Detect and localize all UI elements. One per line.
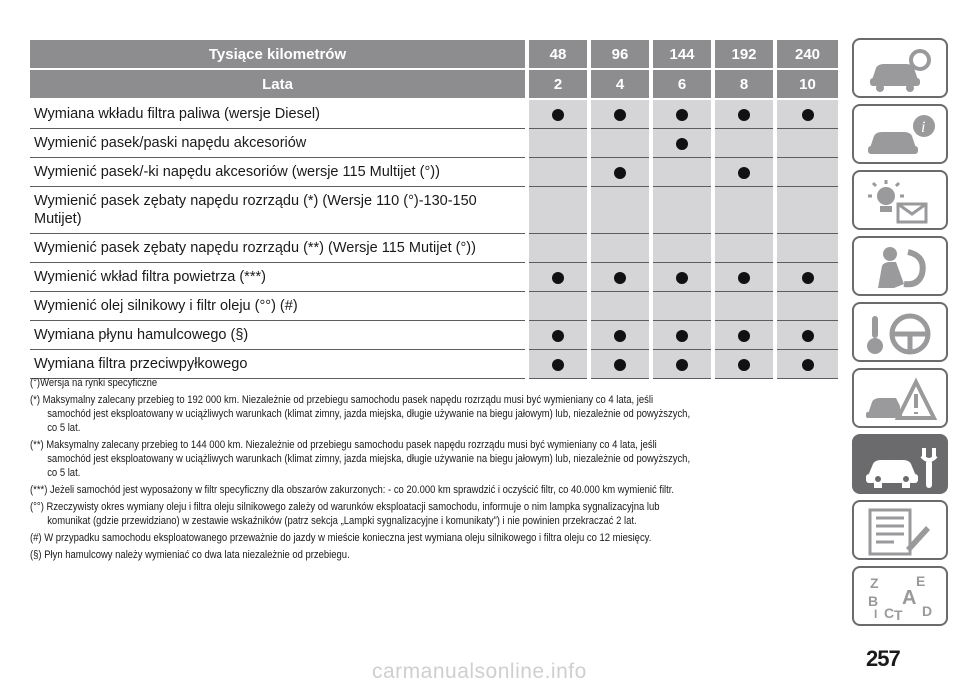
footnote: (***) Jeżeli samochód jest wyposażony w filtr specyficzny dla obszarów zakurzonych: - co 20.000 km sprawdzić i oczyścić filtr, co 40.000 km wymienić filtr. [30,484,675,496]
footnote: (°)Wersja na rynki specyficzne [30,377,158,389]
interval-cell [527,187,589,234]
header-row-km [30,40,838,69]
schedule-row [30,292,838,321]
interval-cell [527,292,589,321]
airbag-seatbelt-icon [864,244,940,292]
index-letter: E [916,574,926,589]
service-item-label: Wymiana wkładu filtra paliwa (wersje Diesel) [30,99,527,129]
interval-cell [713,158,775,187]
interval-cell [651,129,713,158]
tab-service-maintenance[interactable] [852,434,948,494]
car-service-wrench-icon [864,442,940,490]
schedule-row [30,158,838,187]
index-letter: D [922,603,933,619]
header-year-cell: 10 [775,69,838,99]
interval-cell [713,321,775,350]
schedule-row [30,321,838,350]
tab-safety[interactable] [852,236,948,296]
footnote: (§) Płyn hamulcowy należy wymieniać co dwa lata niezależnie od przebiegu. [30,549,350,561]
interval-cell [651,99,713,129]
tab-car-info[interactable] [852,104,948,164]
tab-starting-driving[interactable] [852,302,948,362]
service-due-mark [738,330,750,342]
schedule-body [30,99,838,379]
footnote: (*) Maksymalny zalecany przebieg to 192 000 km. Niezależnie od przebiegu samochodu pasek napędu rozrządu musi być wymieniany co 4 lata, jeśli samochód jest eksploatowany w uciążliwych warunkach (klimat zimny, jazda miejska, długie używanie na biegu jałowym) lub, niezależnie od powyższych, co 5 lat. [30,394,691,434]
tab-car-key[interactable] [852,38,948,98]
header-km-cell: 144 [651,40,713,69]
schedule-row [30,129,838,158]
interval-cell [589,129,651,158]
tab-technical-data[interactable] [852,500,948,560]
interval-cell [527,99,589,129]
schedule-row [30,187,838,234]
index-letter: C [884,605,895,621]
interval-cell [589,187,651,234]
technical-data-list-icon [864,508,940,556]
svg-text:i: i [921,119,926,136]
interval-cell [775,321,838,350]
header-label-km: Tysiące kilometrów [30,40,527,69]
service-due-mark [738,167,750,179]
header-year-cell: 4 [589,69,651,99]
maintenance-schedule-table [30,40,838,379]
service-due-mark [552,109,564,121]
interval-cell [651,321,713,350]
service-item-label: Wymienić wkład filtra powietrza (***) [30,263,527,292]
interval-cell [589,158,651,187]
schedule-row [30,234,838,263]
footnote: (°°) Rzeczywisty okres wymiany oleju i filtra oleju silnikowego zależy od warunków eksploatacji samochodu, informuje o nim lampka sygnalizacyjna lub komunikat (gdzie przewidziano) w zestawie wskaźników (patrz sekcja „Lampki sygnalizacyjne i komunikaty”) i nie powinien przekraczać 2 lat. [30,501,660,527]
header-km-cell: 192 [713,40,775,69]
interval-cell [527,350,589,379]
interval-cell [589,321,651,350]
interval-cell [713,234,775,263]
header-km-cell: 48 [527,40,589,69]
schedule-row [30,263,838,292]
interval-cell [589,234,651,263]
schedule-row [30,350,838,379]
index-letter: A [902,587,917,609]
header-label-years: Lata [30,69,527,99]
footnote: (#) W przypadku samochodu eksploatowanego przeważnie do jazdy w mieście konieczna jest wymiana oleju silnikowego i filtra oleju co 12 miesięcy. [30,532,652,544]
service-item-label: Wymienić pasek/-ki napędu akcesoriów (wersje 115 Multijet (°)) [30,158,527,187]
interval-cell [651,350,713,379]
warning-lights-message-icon [864,178,940,226]
tab-index[interactable] [852,566,948,626]
service-due-mark [552,330,564,342]
car-key-icon [864,46,940,94]
index-letter: I [874,607,878,621]
service-due-mark [676,109,688,121]
interval-cell [651,187,713,234]
index-letter: B [868,593,879,609]
interval-cell [713,99,775,129]
service-item-label: Wymienić pasek zębaty napędu rozrządu (**) (Wersje 115 Mutijet (°)) [30,234,527,263]
watermark: carmanualsonline.info [372,660,587,683]
index-letter: T [894,607,903,622]
interval-cell [713,350,775,379]
service-due-mark [676,359,688,371]
header-year-cell: 8 [713,69,775,99]
interval-cell [775,129,838,158]
interval-cell [527,263,589,292]
car-info-icon [864,112,940,160]
interval-cell [651,263,713,292]
interval-cell [775,187,838,234]
interval-cell [775,263,838,292]
service-item-label: Wymienić pasek zębaty napędu rozrządu (*) (Wersje 110 (°)-130-150 Mutijet) [30,187,527,234]
interval-cell [589,350,651,379]
interval-cell [713,263,775,292]
footnote: (**) Maksymalny zalecany przebieg to 144 000 km. Niezależnie od przebiegu samochodu pasek napędu rozrządu musi być wymieniany co 4 lata, jeśli samochód jest eksploatowany w uciążliwych warunkach (klimat zimny, jazda miejska, długie używanie na biegu jałowym) lub, niezależnie od powyższych, co 5 lat. [30,439,691,479]
interval-cell [589,99,651,129]
service-due-mark [552,359,564,371]
chapter-nav [852,38,948,638]
interval-cell [775,234,838,263]
service-due-mark [738,109,750,121]
tab-warning-lights[interactable] [852,170,948,230]
interval-cell [775,350,838,379]
interval-cell [527,234,589,263]
service-due-mark [676,330,688,342]
service-due-mark [802,109,814,121]
service-due-mark [738,272,750,284]
header-km-cell: 96 [589,40,651,69]
header-year-cell: 6 [651,69,713,99]
interval-cell [589,292,651,321]
interval-cell [527,129,589,158]
service-due-mark [802,272,814,284]
footnotes [30,376,692,565]
service-due-mark [614,167,626,179]
service-due-mark [738,359,750,371]
service-due-mark [614,272,626,284]
service-due-mark [802,359,814,371]
interval-cell [775,99,838,129]
service-due-mark [614,109,626,121]
interval-cell [651,292,713,321]
interval-cell [775,158,838,187]
alphabetical-index-icon [864,574,940,622]
breakdown-warning-icon [864,376,940,424]
service-due-mark [802,330,814,342]
steering-wheel-key-icon [864,310,940,358]
header-row-years [30,69,838,99]
tab-emergency[interactable] [852,368,948,428]
service-due-mark [614,359,626,371]
service-due-mark [676,272,688,284]
service-item-label: Wymienić olej silnikowy i filtr oleju (°°) (#) [30,292,527,321]
page-number: 257 [866,646,900,671]
service-item-label: Wymiana filtra przeciwpyłkowego [30,350,527,379]
interval-cell [713,292,775,321]
interval-cell [713,129,775,158]
interval-cell [527,158,589,187]
service-item-label: Wymiana płynu hamulcowego (§) [30,321,527,350]
interval-cell [775,292,838,321]
service-due-mark [614,330,626,342]
interval-cell [651,234,713,263]
service-due-mark [552,272,564,284]
interval-cell [713,187,775,234]
interval-cell [527,321,589,350]
service-item-label: Wymienić pasek/paski napędu akcesoriów [30,129,527,158]
header-year-cell: 2 [527,69,589,99]
service-due-mark [676,138,688,150]
interval-cell [589,263,651,292]
index-letter: Z [870,575,879,591]
header-km-cell: 240 [775,40,838,69]
interval-cell [651,158,713,187]
schedule-row [30,99,838,129]
